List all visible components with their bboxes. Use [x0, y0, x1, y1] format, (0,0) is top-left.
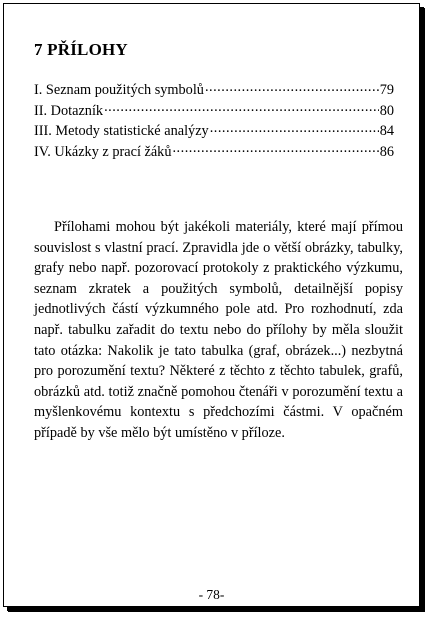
table-of-contents: [34, 80, 394, 162]
toc-item-page: 84: [379, 123, 394, 139]
toc-leader-dots: [104, 101, 379, 115]
toc-leader-dots: [205, 80, 379, 94]
toc-leader-dots: [172, 142, 378, 156]
toc-item-samples: [34, 142, 394, 163]
toc-item-label: I. Seznam použitých symbolů: [34, 82, 204, 98]
toc-leader-dots: [210, 121, 379, 135]
page-content: [34, 40, 394, 162]
toc-item-label: III. Metody statistické analýzy: [34, 123, 209, 139]
toc-item-page: 80: [379, 102, 394, 119]
toc-item-statistics: [34, 121, 394, 142]
toc-item-page: 79: [379, 82, 394, 98]
toc-item-label: II. Dotazník: [34, 102, 104, 119]
toc-item-label: IV. Ukázky z prací žáků: [34, 143, 172, 160]
page-number: - 78-: [198, 587, 225, 602]
toc-item-page: 86: [379, 143, 394, 160]
toc-item-questionnaire: [34, 101, 394, 122]
document-page: [3, 3, 420, 607]
body-paragraph: Přílohami mohou být jakékoli materiály, které mají přímou souvislost s vlastní prací. Zpravidla jde o větší obrázky, tabulky, grafy nebo např. pozorovací protokoly z praktického výzkumu, seznam zkratek a použitých symbolů, detailnější popisy jednotlivých částí výzkumného pole atd. Pro rozhodnutí, zda např. tabulku zařadit do textu nebo do přílohy by měla sloužit tato otázka: Nakolik je tato tabulka (graf, obrázek...) nezbytná pro porozumění textu? Některé z těchto z těchto tabulek, grafů, obrázků atd. totiž značně pomohou čtenáři v porozumění textu a myšlenkovému kontextu s předchozími částmi. V opačném případě by vše mělo být umístěno v příloze.: [34, 219, 403, 441]
toc-item-symbols: [34, 80, 394, 101]
chapter-title: 7 PŘÍLOHY: [34, 40, 128, 59]
